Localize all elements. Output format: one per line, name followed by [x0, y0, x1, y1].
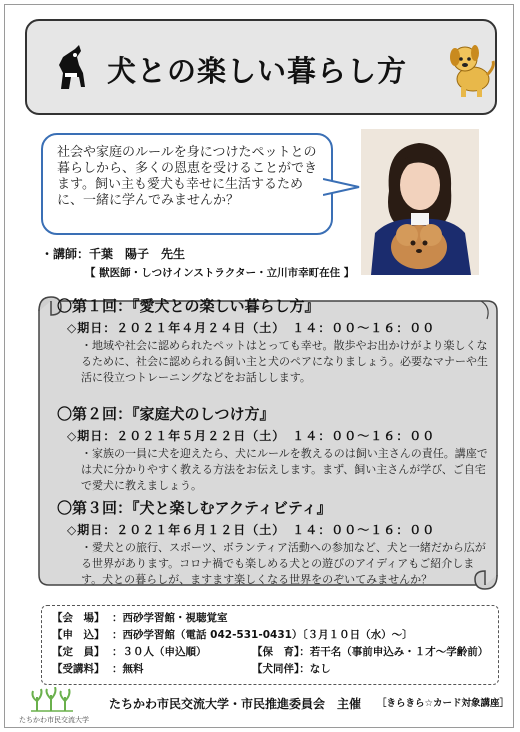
sessions-scroll [35, 293, 501, 593]
info-childcare [252, 644, 488, 661]
venue-value: ：西砂学習館・視聴覚室 [112, 612, 228, 624]
session-2 [57, 403, 493, 494]
fee-label: 【受講料】 [52, 663, 105, 675]
intro-speech-bubble [41, 133, 333, 235]
session-2-desc: ・家族の一員に犬を迎えたら、犬にルールを教えるのは飼い主さんの責任。講座では犬に分かりやすく教える方法をお伝えします。まず、飼い主さんが学び、ご自宅で愛犬に教えましょう。 [81, 447, 488, 492]
event-info-box [41, 605, 499, 685]
bubble-tail [323, 175, 363, 199]
session-3-title: 〇第３回：『犬と楽しむアクティビティ』 [57, 499, 332, 517]
intro-text: 社会や家庭のルールを身につけたペットとの暮らしから、多くの恩恵を受けることができます。飼い主も愛犬も幸せに生活するために、一緒に学んでみませんか？ [57, 145, 318, 208]
info-capacity [52, 644, 488, 661]
card-badge: ［きらきら☆カード対象講座］ [377, 698, 510, 709]
fee-value: ：無料 [112, 663, 144, 675]
info-dog [252, 661, 331, 678]
title-banner [25, 19, 497, 115]
community-logo-icon [29, 687, 79, 713]
logo-caption: たちかわ市民交流大学 [19, 716, 89, 724]
lecturer-name: ・講師：千葉 陽子 先生 [41, 247, 186, 261]
childcare-value: ：若干名（事前申込み・１才～学齢前） [299, 646, 489, 658]
cartoon-dog-icon [443, 39, 497, 99]
session-1-desc: ・地域や社会に認められたペットはとっても幸せ。散歩やお出かけがより楽しくなるために、社会に認められる飼い主と犬のペアになりましょう。必要なマナーや生活に役立つトレーニングなどをお話しします。 [81, 339, 488, 384]
flyer-page [4, 4, 514, 728]
session-1-date: ◇期日：２０２１年４月２４日（土） １４：００～１６：００ [67, 321, 436, 335]
session-1-title: 〇第１回：『愛犬との楽しい暮らし方』 [57, 297, 320, 315]
session-1 [57, 295, 493, 386]
session-3-desc: ・愛犬との旅行、スポーツ、ボランティア活動への参加など、犬と一緒だから広がる世界があります。コロナ禍でも楽しめる犬との遊びのアイディアもご紹介します。犬との暮らしが、ますます楽しくなる世界をのぞいてみませんか？ [81, 541, 486, 586]
session-2-title: 〇第２回：『家庭犬のしつけ方』 [57, 405, 275, 423]
lecturer-profile: 【 獣医師・しつけインストラクター・立川市幸町在住 】 [85, 267, 355, 279]
capacity-value: ：３０人（申込順） [112, 646, 207, 658]
venue-label: 【会 場】 [52, 612, 105, 624]
apply-value: ：西砂学習館（電話 042-531-0431）〔３月１０日（水）～〕 [112, 629, 413, 641]
session-2-date: ◇期日：２０２１年５月２２日（土） １４：００～１６：００ [67, 429, 436, 443]
childcare-label: 【保 育】 [252, 646, 300, 658]
info-venue [52, 610, 488, 627]
lecturer-photo [361, 129, 479, 275]
dog-value: ：なし [299, 663, 331, 675]
capacity-label: 【定 員】 [52, 646, 105, 658]
organizer-text: たちかわ市民交流大学・市民推進委員会 主催 [109, 697, 362, 711]
info-fee [52, 661, 488, 678]
dog-label: 【犬同伴】 [252, 663, 300, 675]
session-3-date: ◇期日：２０２１年６月１２日（土） １４：００～１６：００ [67, 523, 436, 537]
page-title: 犬との楽しい暮らし方 [107, 54, 408, 88]
dog-silhouette-icon [53, 43, 93, 93]
session-3 [57, 497, 493, 588]
info-apply [52, 627, 488, 644]
apply-label: 【申 込】 [52, 629, 105, 641]
